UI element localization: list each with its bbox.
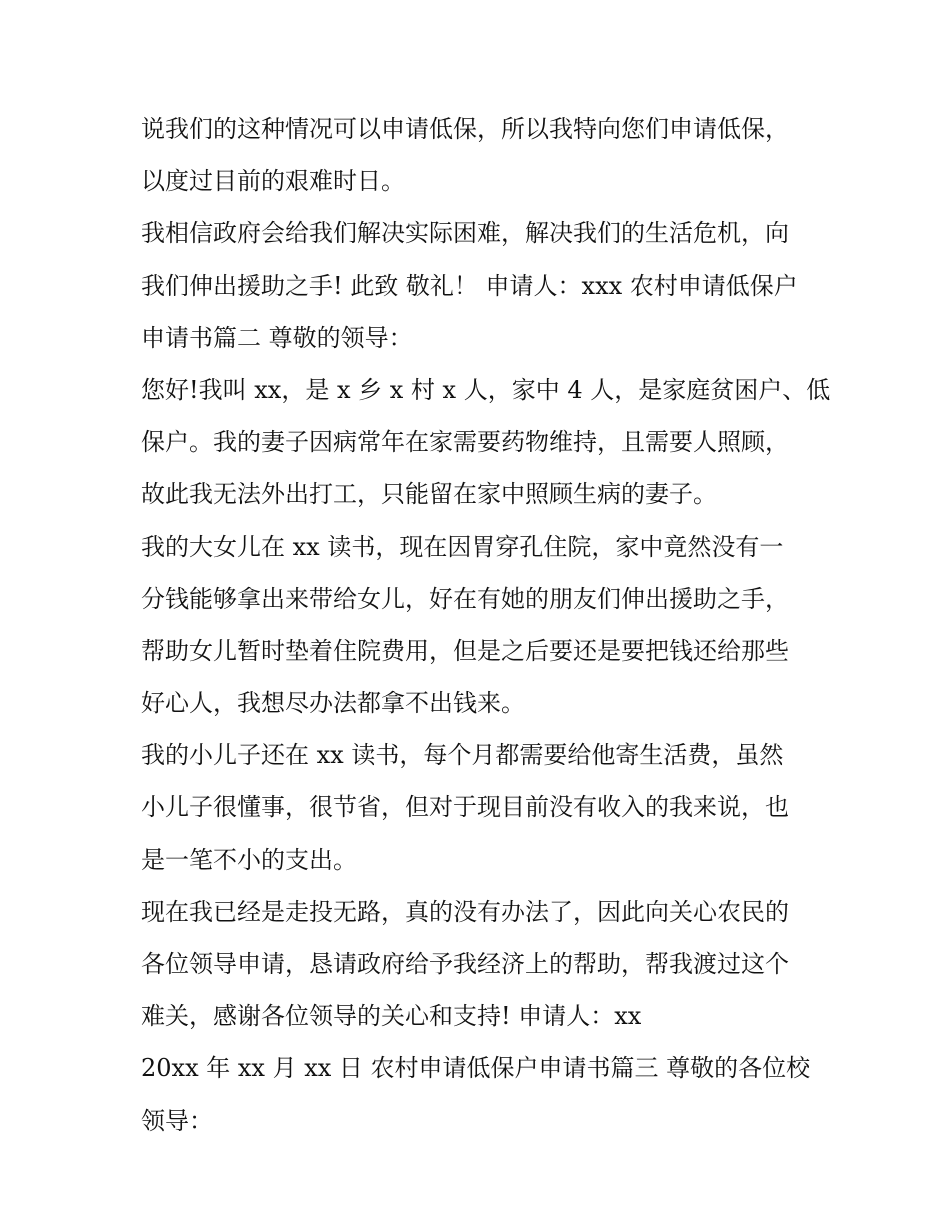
text-line: 各位领导申请，恳请政府给予我经济上的帮助，帮我渡过这个 <box>141 950 789 978</box>
text-line: 我的大女儿在 xx 读书，现在因胃穿孔住院，家中竟然没有一 <box>141 532 784 561</box>
text-line: 帮助女儿暂时垫着住院费用，但是之后要还是要把钱还给那些 <box>141 636 789 665</box>
text-line: 是一笔不小的支出。 <box>141 845 357 874</box>
text-line: 故此我无法外出打工，只能留在家中照顾生病的妻子。 <box>141 480 717 509</box>
document-body <box>141 103 831 1147</box>
text-line: 好心人，我想尽办法都拿不出钱来。 <box>141 689 525 718</box>
text-line: 说我们的这种情况可以申请低保，所以我特向您们申请低保， <box>141 115 789 143</box>
text-line: 现在我已经是走投无路，真的没有办法了，因此向关心农民的 <box>141 897 789 926</box>
text-line: 小儿子很懂事，很节省，但对于现目前没有收入的我来说，也 <box>141 793 789 822</box>
text-line: 难关，感谢各位领导的关心和支持! 申请人：xx <box>141 1002 642 1031</box>
text-line: 申请书篇二 尊敬的领导： <box>141 323 413 352</box>
text-line: 分钱能够拿出来带给女儿，好在有她的朋友们伸出援助之手， <box>141 584 789 613</box>
text-line: 保户。我的妻子因病常年在家需要药物维持，且需要人照顾， <box>141 428 789 457</box>
text-line: 我们伸出援助之手! 此致 敬礼！ 申请人：xxx 农村申请低保户 <box>141 271 798 300</box>
text-line: 我的小儿子还在 xx 读书，每个月都需要给他寄生活费，虽然 <box>141 741 784 770</box>
text-line: 您好!我叫 xx，是 x 乡 x 村 x 人，家中 4 人，是家庭贫困户、低 <box>141 375 831 404</box>
text-line: 领导： <box>141 1106 213 1135</box>
text-line: 我相信政府会给我们解决实际困难，解决我们的生活危机，向 <box>141 219 789 248</box>
text-line: 以度过目前的艰难时日。 <box>141 167 405 196</box>
text-line: 20xx 年 xx 月 xx 日 农村申请低保户申请书篇三 尊敬的各位校 <box>141 1054 811 1083</box>
